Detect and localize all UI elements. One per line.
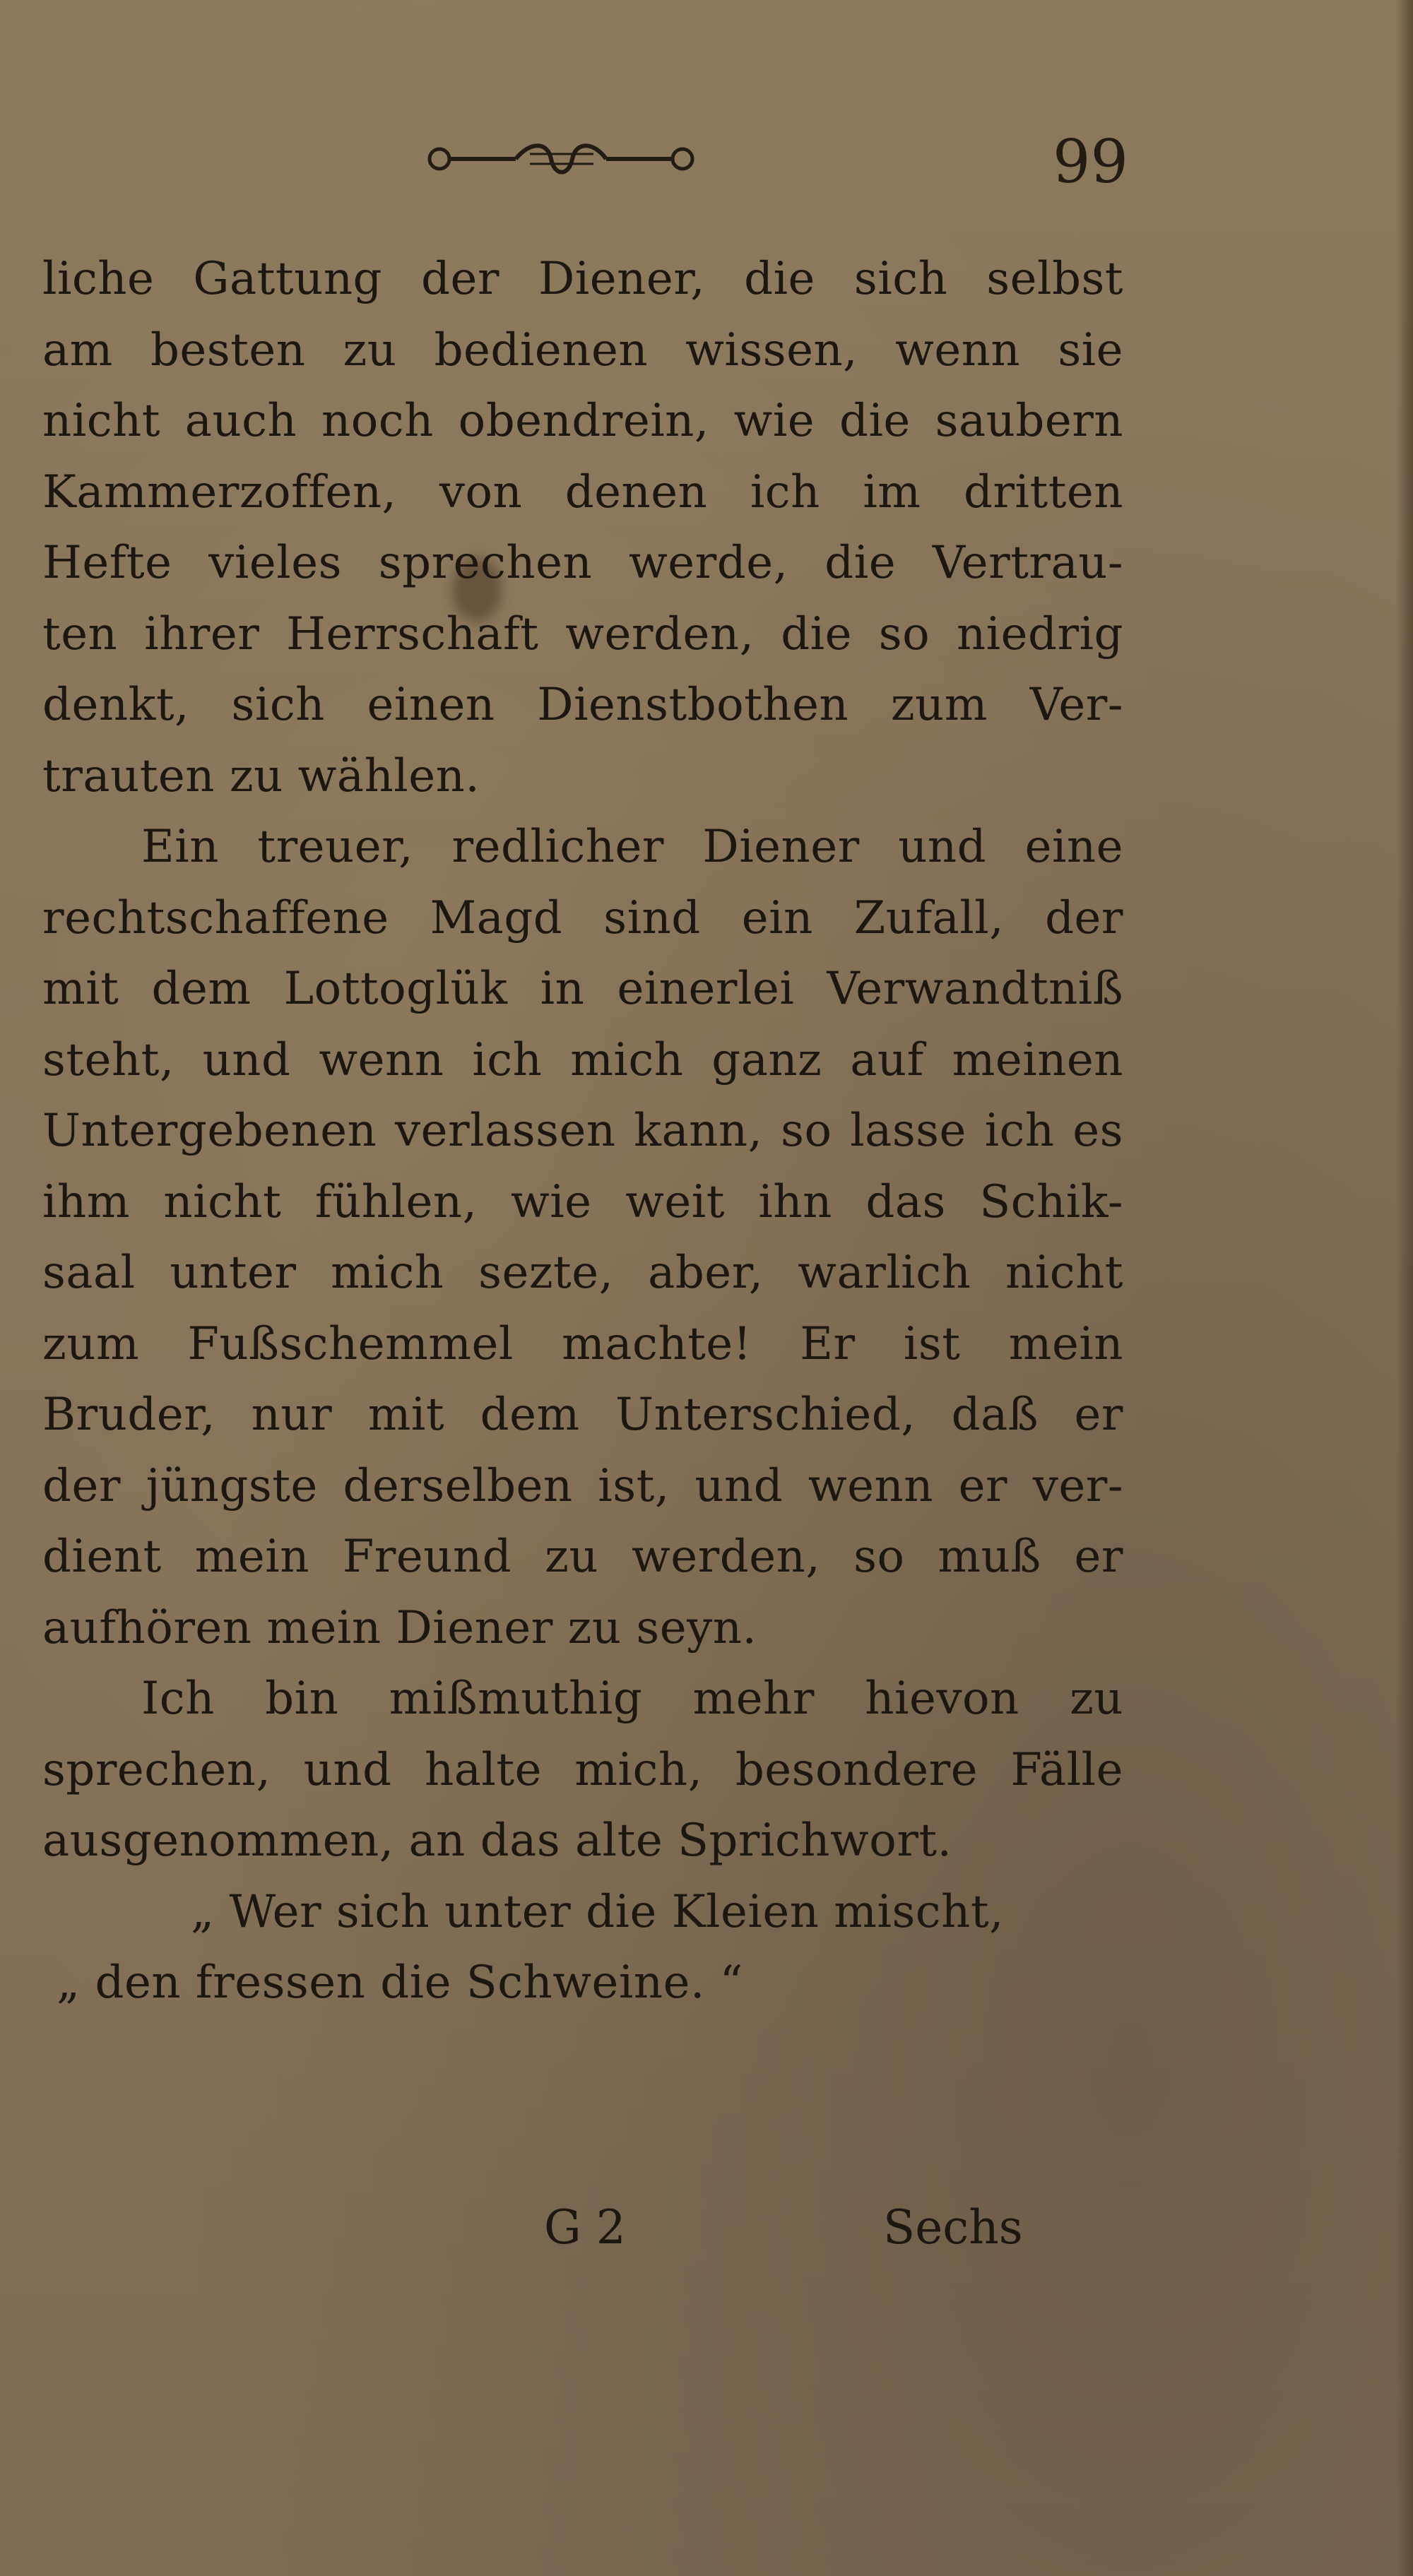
catchword: Sechs bbox=[883, 2200, 1023, 2255]
text-line: ihm nicht fühlen, wie weit ihn das Schik- bbox=[42, 1175, 1123, 1228]
text-line: trauten zu wählen. bbox=[42, 749, 480, 802]
text-line: ten ihrer Herrschaft werden, die so niedrig bbox=[42, 607, 1123, 660]
text-line: der jüngste derselben ist, und wenn er ver- bbox=[42, 1459, 1123, 1512]
text-line: liche Gattung der Diener, die sich selbst bbox=[42, 253, 1123, 305]
text-line: Hefte vieles sprechen werde, die Vertrau- bbox=[42, 537, 1123, 589]
page-number: 99 bbox=[1053, 127, 1128, 196]
quote-line: „ den fressen die Schweine. “ bbox=[57, 1957, 743, 2009]
text-line: Bruder, nur mit dem Unterschied, daß er bbox=[42, 1389, 1123, 1441]
decorative-rule-ornament bbox=[424, 134, 699, 184]
text-line: aufhören mein Diener zu seyn. bbox=[42, 1601, 757, 1654]
text-line: rechtschaffene Magd sind ein Zufall, der bbox=[42, 891, 1123, 944]
signature-mark: G 2 bbox=[544, 2200, 626, 2255]
text-line: dient mein Freund zu werden, so muß er bbox=[42, 1531, 1123, 1583]
text-line: saal unter mich sezte, aber, warlich nicht bbox=[42, 1247, 1123, 1299]
text-line: Kammerzoffen, von denen ich im dritten bbox=[42, 465, 1123, 518]
quote-line: „ Wer sich unter die Kleien mischt, bbox=[191, 1885, 1004, 1938]
page-footer bbox=[0, 2200, 1413, 2278]
text-line: zum Fußschemmel machte! Er ist mein bbox=[42, 1317, 1123, 1370]
text-line: sprechen, und halte mich, besondere Fälle bbox=[42, 1743, 1123, 1796]
page-header bbox=[0, 120, 1413, 205]
text-line: Ein treuer, redlicher Diener und eine bbox=[141, 821, 1123, 873]
text-line: nicht auch noch obendrein, wie die saubern bbox=[42, 395, 1123, 447]
text-line: denkt, sich einen Dienstbothen zum Ver- bbox=[42, 679, 1123, 731]
text-line: Ich bin mißmuthig mehr hievon zu bbox=[141, 1673, 1123, 1725]
page-edge-shadow bbox=[1396, 0, 1413, 2576]
text-line: Untergebenen verlassen kann, so lasse ich es bbox=[42, 1105, 1123, 1157]
text-line: mit dem Lottoglük in einerlei Verwandtniß bbox=[42, 963, 1123, 1015]
text-line: ausgenommen, an das alte Sprichwort. bbox=[42, 1815, 952, 1867]
body-text bbox=[42, 244, 1123, 2019]
text-line: steht, und wenn ich mich ganz auf meinen bbox=[42, 1033, 1123, 1086]
text-line: am besten zu bedienen wissen, wenn sie bbox=[42, 324, 1123, 376]
